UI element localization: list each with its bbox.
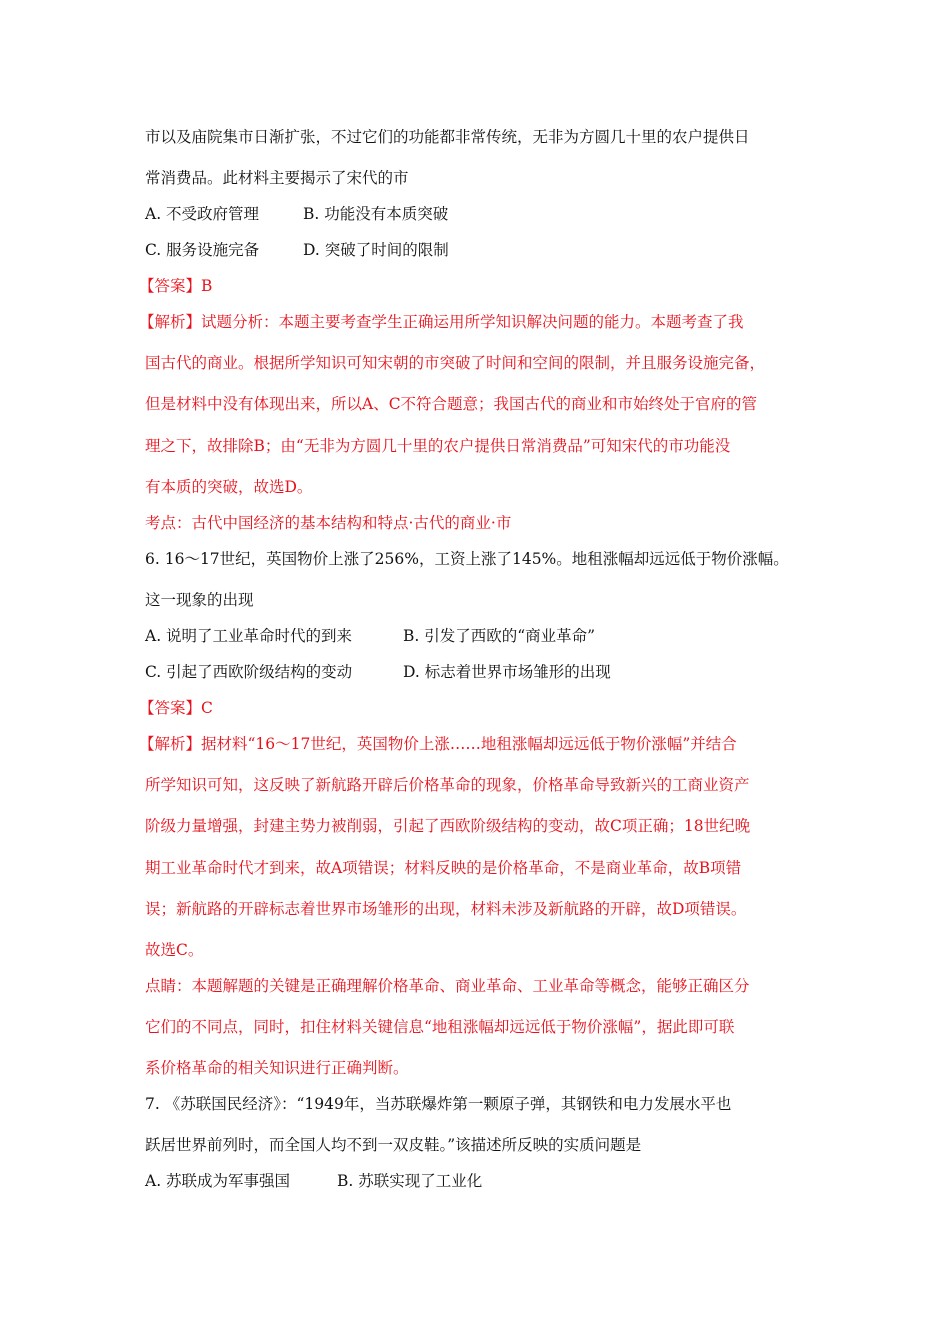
q7-option-a: A. 苏联成为军事强国 [145,1172,291,1190]
q6-option-c: C. 引起了西欧阶级结构的变动 [145,663,353,681]
q5-option-d: D. 突破了时间的限制 [303,241,449,259]
q5-option-a: A. 不受政府管理 [145,205,260,223]
q6-answer: 【答案】C [139,699,213,717]
q5-option-b: B. 功能没有本质突破 [303,205,449,223]
q6-dianjing-line-1: 点睛：本题解题的关键是正确理解价格革命、商业革命、工业革命等概念，能够正确区分 [145,977,750,995]
q7-stem-line-1: 7. 《苏联国民经济》：“1949年，当苏联爆炸第一颗原子弹，其钢铁和电力发展水平也 [145,1095,732,1113]
q6-stem-line-2: 这一现象的出现 [145,591,254,609]
q5-analysis-line-5: 有本质的突破，故选D。 [145,478,313,496]
q6-option-a: A. 说明了工业革命时代的到来 [145,627,353,645]
q5-option-c: C. 服务设施完备 [145,241,260,259]
q6-analysis-line-4: 期工业革命时代才到来，故A项错误；材料反映的是价格革命，不是商业革命，故B项错 [145,859,742,877]
q7-stem-line-2: 跃居世界前列时，而全国人均不到一双皮鞋。”该描述所反映的实质问题是 [145,1136,642,1154]
q5-analysis-line-2: 国古代的商业。根据所学知识可知宋朝的市突破了时间和空间的限制，并且服务设施完备， [145,354,766,372]
q6-analysis-line-5: 误；新航路的开辟标志着世界市场雏形的出现，材料未涉及新航路的开辟，故D项错误。 [145,900,747,918]
q6-option-b: B. 引发了西欧的“商业革命” [403,627,596,645]
q5-analysis-line-1: 【解析】试题分析：本题主要考查学生正确运用所学知识解决问题的能力。本题考查了我 [139,313,744,331]
q5-analysis-line-3: 但是材料中没有体现出来，所以A、C不符合题意；我国古代的商业和市始终处于官府的管 [145,395,758,413]
q6-analysis-line-6: 故选C。 [145,941,204,959]
q6-analysis-line-3: 阶级力量增强，封建主势力被削弱，引起了西欧阶级结构的变动，故C项正确；18世纪晚 [145,817,751,835]
q5-answer: 【答案】B [139,277,213,295]
q6-analysis-line-2: 所学知识可知，这反映了新航路开辟后价格革命的现象，价格革命导致新兴的工商业资产 [145,776,750,794]
q6-stem-line-1: 6. 16～17世纪，英国物价上涨了256%，工资上涨了145%。地租涨幅却远远低于物价涨幅。 [145,550,789,568]
q5-stem-line-2: 常消费品。此材料主要揭示了宋代的市 [145,169,409,187]
q7-option-b: B. 苏联实现了工业化 [337,1172,483,1190]
q6-dianjing-line-2: 它们的不同点，同时，扣住材料关键信息“地租涨幅却远远低于物价涨幅”，据此即可联 [145,1018,735,1036]
q6-analysis-line-1: 【解析】据材料“16～17世纪，英国物价上涨……地租涨幅却远远低于物价涨幅”并结合 [139,735,737,753]
q5-analysis-line-4: 理之下，故排除B；由“无非为方圆几十里的农户提供日常消费品”可知宋代的市功能没 [145,437,731,455]
q5-stem-line-1: 市以及庙院集市日渐扩张，不过它们的功能都非常传统，无非为方圆几十里的农户提供日 [145,128,750,146]
q6-option-d: D. 标志着世界市场雏形的出现 [403,663,611,681]
q6-dianjing-line-3: 系价格革命的相关知识进行正确判断。 [145,1059,409,1077]
q5-kaodian: 考点：古代中国经济的基本结构和特点·古代的商业·市 [145,514,512,532]
